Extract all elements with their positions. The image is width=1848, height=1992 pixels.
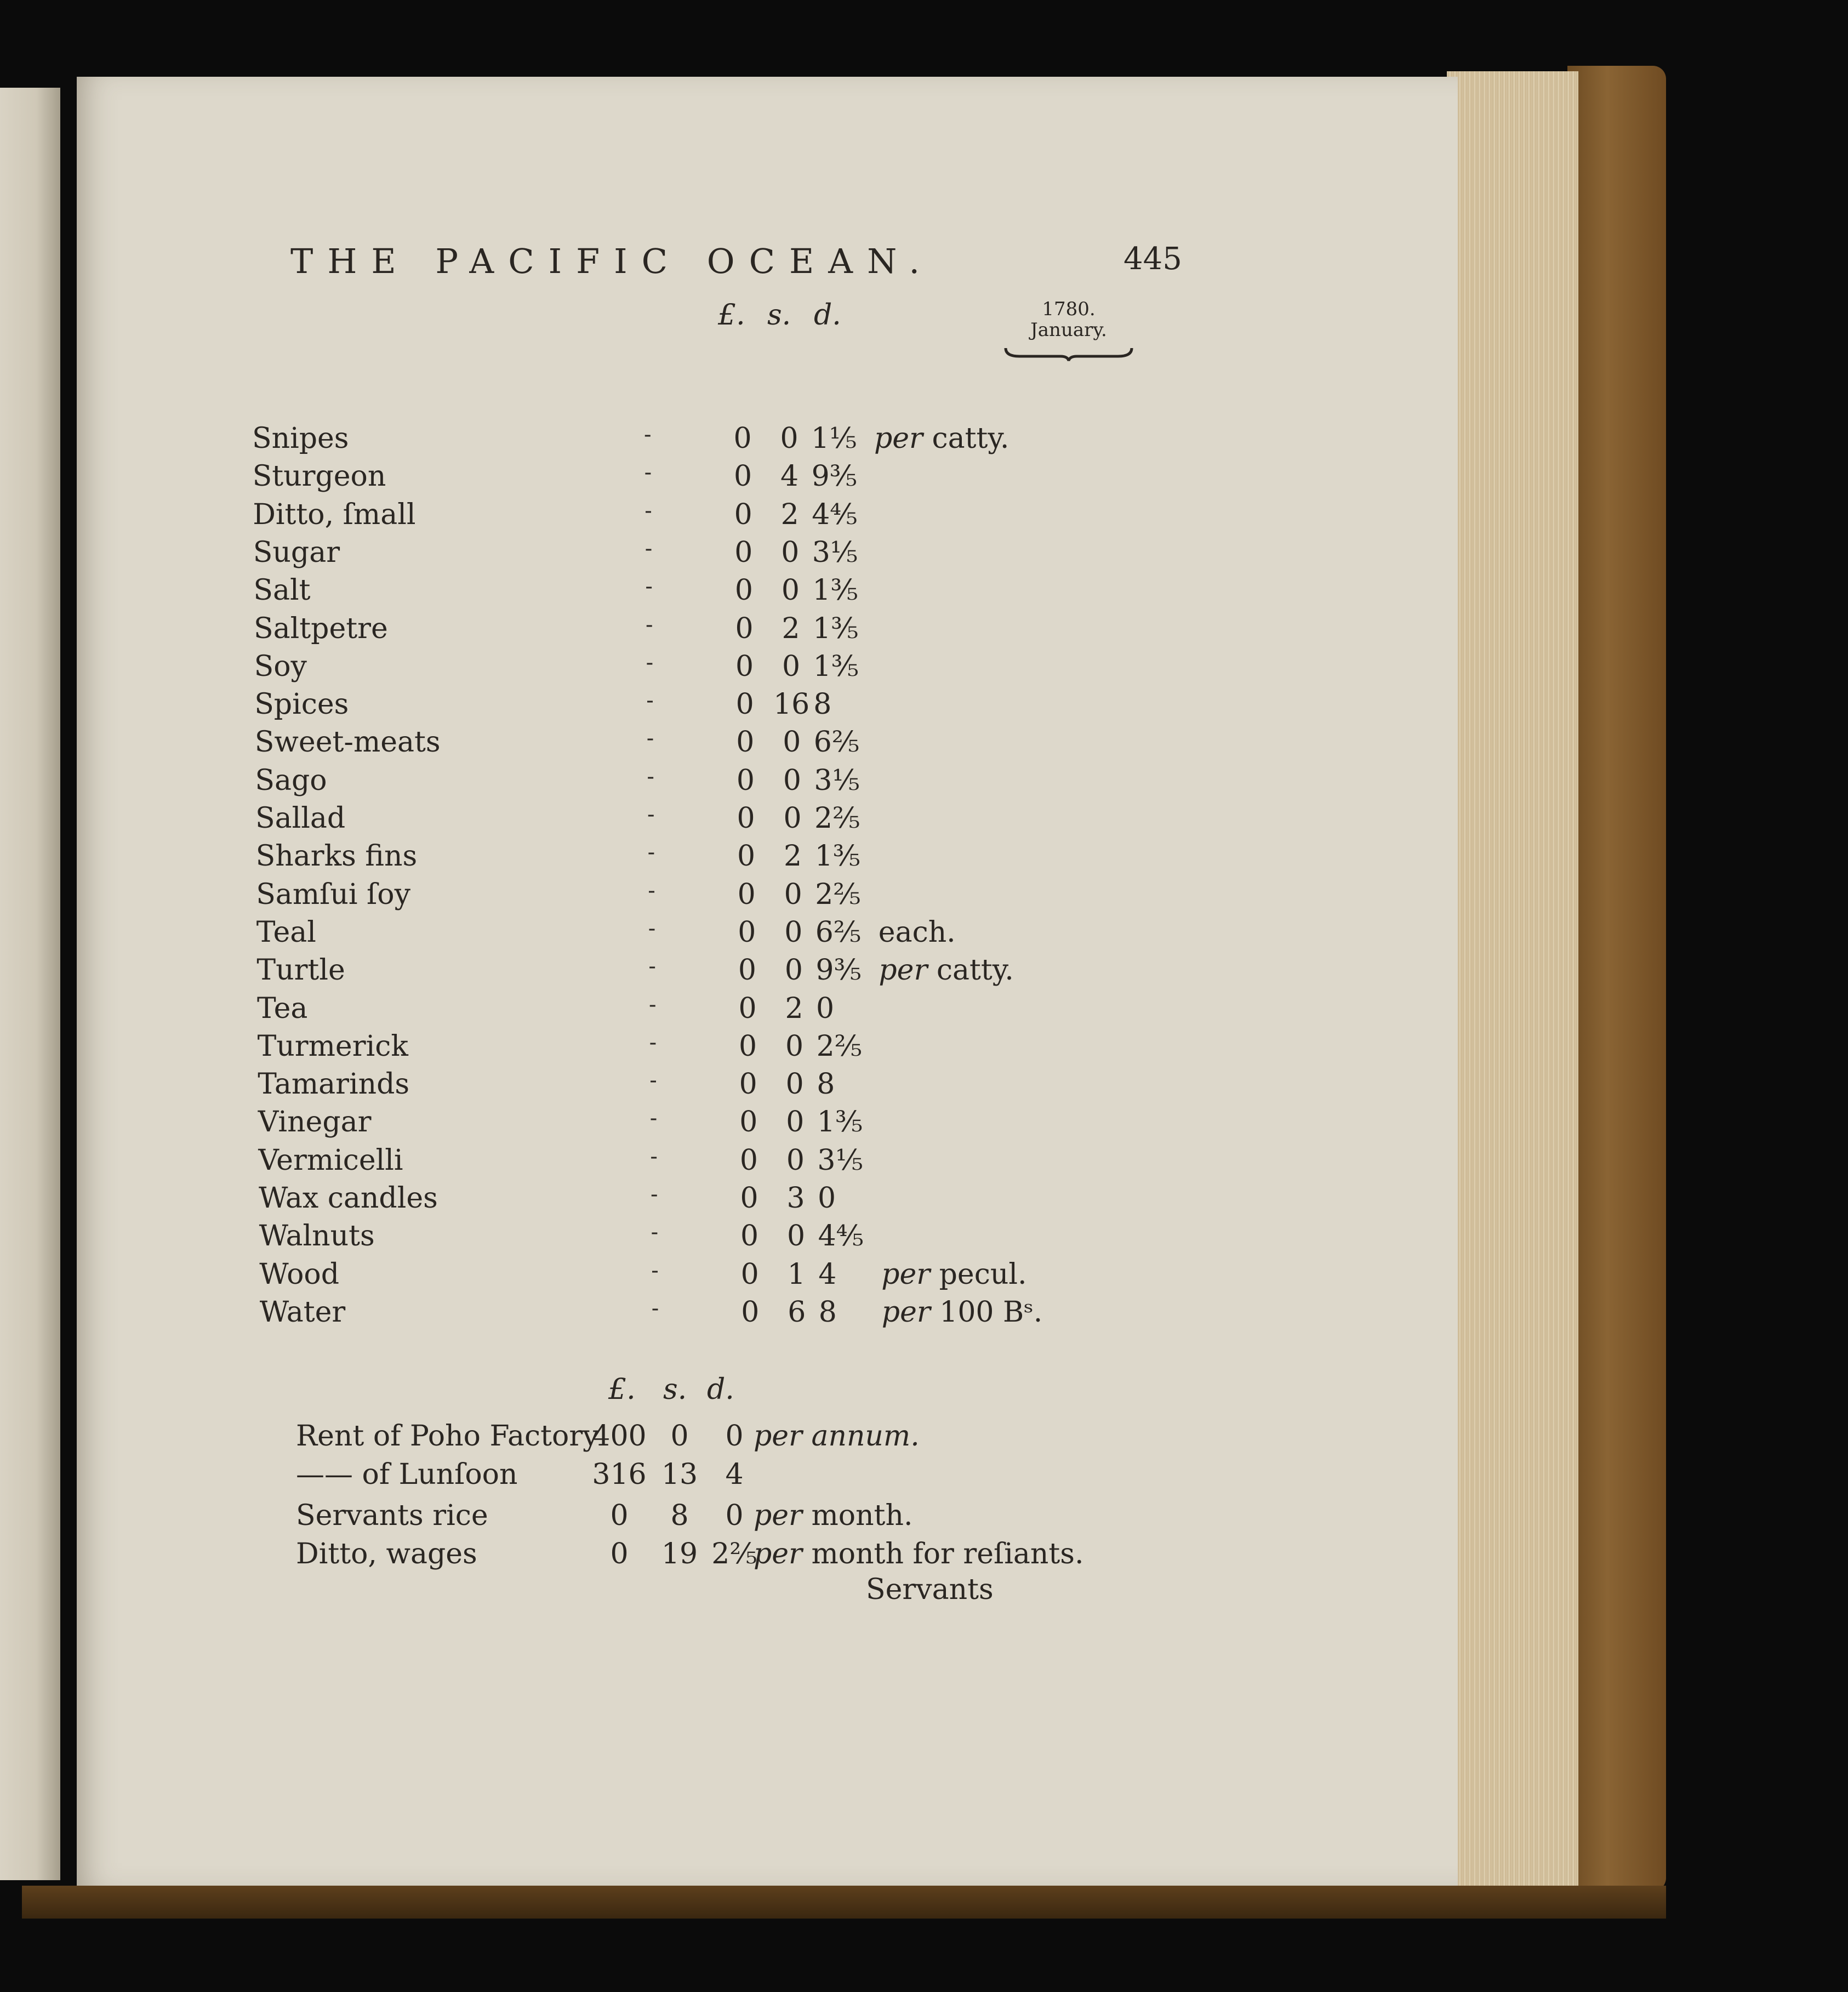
item-pence: 0: [818, 1182, 836, 1215]
item-pence: 0: [816, 992, 835, 1025]
rent-note: [754, 1420, 920, 1453]
book-cover-edge: [1567, 66, 1666, 1891]
item-shillings: 6: [788, 1296, 806, 1329]
item-pounds: 0: [739, 1144, 758, 1177]
item-name: Sugar: [253, 536, 340, 569]
leader-dash: -: [651, 1182, 658, 1207]
leader-dash: -: [647, 840, 655, 865]
leader-dash: -: [649, 992, 657, 1017]
curly-brace-icon: [1003, 345, 1134, 362]
rent-note: [754, 1538, 1084, 1570]
item-pounds: 0: [738, 916, 756, 949]
leader-dash: -: [651, 1220, 659, 1245]
leader-dash: -: [644, 536, 653, 561]
rent-item-name: Servants rice: [296, 1499, 488, 1532]
item-pounds: 0: [739, 1030, 757, 1063]
item-shillings: 0: [783, 726, 801, 759]
rent-item-name: Ditto, wages: [296, 1538, 477, 1570]
item-shillings: 0: [784, 916, 803, 949]
rent-row: [296, 1420, 920, 1453]
item-pence: 6⅖: [815, 916, 862, 949]
item-name: Tea: [257, 992, 308, 1025]
leader-dash: -: [651, 1258, 659, 1283]
item-note-prefix: per: [881, 1258, 931, 1291]
item-name: Spices: [254, 688, 349, 721]
item-pence: 1⅗: [813, 650, 859, 683]
item-pence: 3⅕: [812, 536, 858, 569]
item-name: Wood: [259, 1258, 340, 1291]
item-pence: 8: [818, 1296, 837, 1329]
item-pence: 1⅗: [814, 840, 861, 873]
rent-head-shillings: s.: [663, 1373, 687, 1406]
margin-month: January.: [1030, 319, 1107, 341]
leader-dash: -: [646, 726, 654, 751]
margin-year: 1780.: [1042, 298, 1096, 320]
rent-note-text: month.: [811, 1499, 913, 1532]
item-shillings: 4: [780, 460, 799, 493]
rent-note-prefix: per: [754, 1538, 802, 1570]
rent-row: [296, 1458, 744, 1491]
item-shillings: 0: [787, 1220, 806, 1253]
rent-shillings: 19: [661, 1538, 698, 1570]
rent-shillings: 13: [661, 1458, 698, 1491]
item-shillings: 16: [773, 688, 810, 721]
item-note: [879, 954, 1013, 987]
leader-dash: -: [649, 1030, 657, 1055]
catchword: Servants: [866, 1573, 994, 1606]
item-pounds: 0: [734, 536, 753, 569]
rent-item-name: Rent of Poho Factory: [296, 1420, 599, 1453]
item-name: Saltpetre: [254, 612, 388, 645]
item-note-prefix: per: [881, 1296, 931, 1329]
item-name: Teal: [256, 916, 316, 949]
item-pence: 6⅖: [813, 726, 860, 759]
rent-pence: 4: [725, 1458, 744, 1491]
rent-table-head: [608, 1373, 734, 1406]
leader-dash: -: [647, 802, 655, 827]
item-pounds: 0: [738, 992, 757, 1025]
rent-pence: 0: [725, 1499, 744, 1532]
item-name: Salt: [253, 574, 311, 607]
item-pence: 4⅘: [812, 498, 858, 531]
item-shillings: 2: [785, 992, 803, 1025]
item-pounds: 0: [734, 574, 753, 607]
rent-head-pounds: £.: [608, 1373, 636, 1406]
col-head-shillings: s.: [767, 299, 791, 332]
rent-note-text: month for reſiants.: [811, 1538, 1084, 1570]
rent-row: [296, 1499, 913, 1532]
page-block-edges: [1447, 71, 1578, 1886]
item-shillings: 0: [780, 422, 798, 455]
leader-dash: -: [651, 1296, 659, 1321]
rent-note-prefix: per: [754, 1420, 802, 1453]
item-note: [881, 1258, 1026, 1291]
item-pounds: 0: [733, 422, 752, 455]
item-shillings: 0: [786, 1144, 805, 1177]
item-pounds: 0: [740, 1258, 759, 1291]
item-shillings: 0: [785, 1030, 804, 1063]
item-note-prefix: per: [879, 954, 928, 987]
facing-page-edge: [0, 88, 60, 1880]
item-pounds: 0: [740, 1182, 758, 1215]
rent-row: [296, 1538, 1084, 1570]
item-pounds: 0: [736, 764, 755, 797]
item-note-text: 100 Bˢ.: [939, 1296, 1043, 1329]
item-pence: 3⅕: [817, 1144, 863, 1177]
item-pence: 8: [813, 688, 832, 721]
rent-shillings: 8: [670, 1499, 689, 1532]
item-name: Tamarinds: [258, 1068, 410, 1101]
rent-pounds: 0: [610, 1499, 629, 1532]
item-name: Sweet-meats: [254, 726, 441, 759]
rent-head-pence: d.: [707, 1373, 734, 1406]
item-name: Walnuts: [259, 1220, 375, 1253]
item-pounds: 0: [735, 688, 754, 721]
item-name: Snipes: [252, 422, 349, 455]
item-name: Water: [259, 1296, 346, 1329]
item-pounds: 0: [739, 1106, 758, 1139]
item-pounds: 0: [738, 954, 756, 987]
item-name: Sallad: [255, 802, 346, 835]
rent-shillings: 0: [670, 1420, 689, 1453]
rent-pounds: 316: [592, 1458, 647, 1491]
item-pence: 9⅗: [815, 954, 862, 987]
item-note-prefix: per: [874, 422, 923, 455]
item-name: Wax candles: [259, 1182, 438, 1215]
col-head-pounds: £.: [718, 299, 745, 332]
item-pounds: 0: [740, 1220, 759, 1253]
margin-date-note: [1003, 299, 1134, 340]
rent-pounds: 0: [610, 1538, 629, 1570]
rent-item-name: —— of Lunſoon: [296, 1458, 518, 1491]
item-note: [874, 422, 1009, 455]
leader-dash: -: [647, 764, 654, 789]
item-pounds: 0: [735, 650, 754, 683]
item-shillings: 0: [783, 802, 802, 835]
item-shillings: 0: [783, 764, 801, 797]
rent-note-prefix: per: [754, 1499, 802, 1532]
leader-dash: -: [645, 574, 653, 599]
item-pounds: 0: [737, 878, 756, 911]
leader-dash: -: [648, 954, 656, 979]
item-shillings: 0: [781, 536, 800, 569]
item-note: [882, 1296, 1043, 1329]
rent-note: [754, 1499, 912, 1532]
item-name: Vermicelli: [258, 1144, 403, 1177]
leader-dash: -: [650, 1144, 658, 1169]
leader-dash: -: [646, 612, 653, 638]
item-name: Sharks fins: [255, 840, 418, 873]
item-pence: 1⅗: [813, 612, 859, 645]
item-name: Turtle: [256, 954, 345, 987]
rent-pence: 0: [725, 1420, 744, 1453]
item-pence: 2⅖: [814, 802, 860, 835]
item-note-text: pecul.: [939, 1258, 1027, 1291]
item-name: Samſui ſoy: [256, 878, 410, 911]
leader-dash: -: [646, 688, 654, 713]
rent-note-text: annum.: [811, 1420, 920, 1453]
item-shillings: 1: [787, 1258, 806, 1291]
item-pounds: 0: [737, 802, 755, 835]
item-name: Turmerick: [257, 1030, 408, 1063]
item-shillings: 2: [780, 498, 799, 531]
item-pounds: 0: [739, 1068, 757, 1101]
item-shillings: 2: [782, 612, 800, 645]
leader-dash: -: [648, 916, 656, 941]
leader-dash: -: [646, 650, 654, 675]
item-pounds: 0: [736, 726, 755, 759]
item-name: Vinegar: [258, 1106, 372, 1139]
item-shillings: 0: [785, 1068, 804, 1101]
item-shillings: 2: [784, 840, 802, 873]
item-shillings: 0: [784, 954, 803, 987]
leader-dash: -: [648, 878, 655, 903]
rent-pence: 2⅖: [711, 1538, 757, 1570]
col-head-pence: d.: [814, 299, 841, 332]
item-shillings: 0: [786, 1106, 805, 1139]
item-pence: 1⅕: [811, 422, 857, 455]
leader-dash: -: [644, 498, 652, 523]
item-note-text: catty.: [936, 954, 1014, 987]
rent-pounds: 400: [592, 1420, 647, 1453]
item-name: Ditto, ſmall: [253, 498, 416, 531]
item-name: Sago: [255, 764, 327, 797]
item-note-text: catty.: [932, 422, 1009, 455]
item-pence: 2⅖: [816, 1030, 863, 1063]
item-name: Sturgeon: [252, 460, 386, 493]
leader-dash: -: [649, 1106, 658, 1131]
item-pounds: 0: [735, 612, 754, 645]
item-pence: 2⅖: [815, 878, 861, 911]
running-title: THE PACIFIC OCEAN.: [290, 241, 934, 281]
item-name: Soy: [254, 650, 307, 683]
item-pence: 4: [818, 1258, 837, 1291]
item-pence: 8: [817, 1068, 835, 1101]
book-cover-bottom: [22, 1886, 1666, 1919]
item-shillings: 3: [786, 1182, 805, 1215]
item-pence: 4⅘: [818, 1220, 864, 1253]
item-pence: 9⅗: [811, 460, 858, 493]
leader-dash: -: [644, 460, 652, 485]
item-note-text: each.: [878, 916, 956, 949]
leader-dash: -: [644, 422, 652, 447]
item-note: [879, 916, 956, 949]
item-pounds: 0: [734, 460, 752, 493]
item-pounds: 0: [734, 498, 752, 531]
page-number: 445: [1123, 241, 1182, 277]
item-pounds: 0: [741, 1296, 760, 1329]
item-shillings: 0: [784, 878, 802, 911]
item-shillings: 0: [782, 650, 801, 683]
item-pence: 1⅗: [812, 574, 858, 607]
leader-dash: -: [649, 1068, 657, 1093]
item-pounds: 0: [737, 840, 756, 873]
item-shillings: 0: [781, 574, 800, 607]
item-pence: 3⅕: [814, 764, 860, 797]
item-pence: 1⅗: [817, 1106, 863, 1139]
